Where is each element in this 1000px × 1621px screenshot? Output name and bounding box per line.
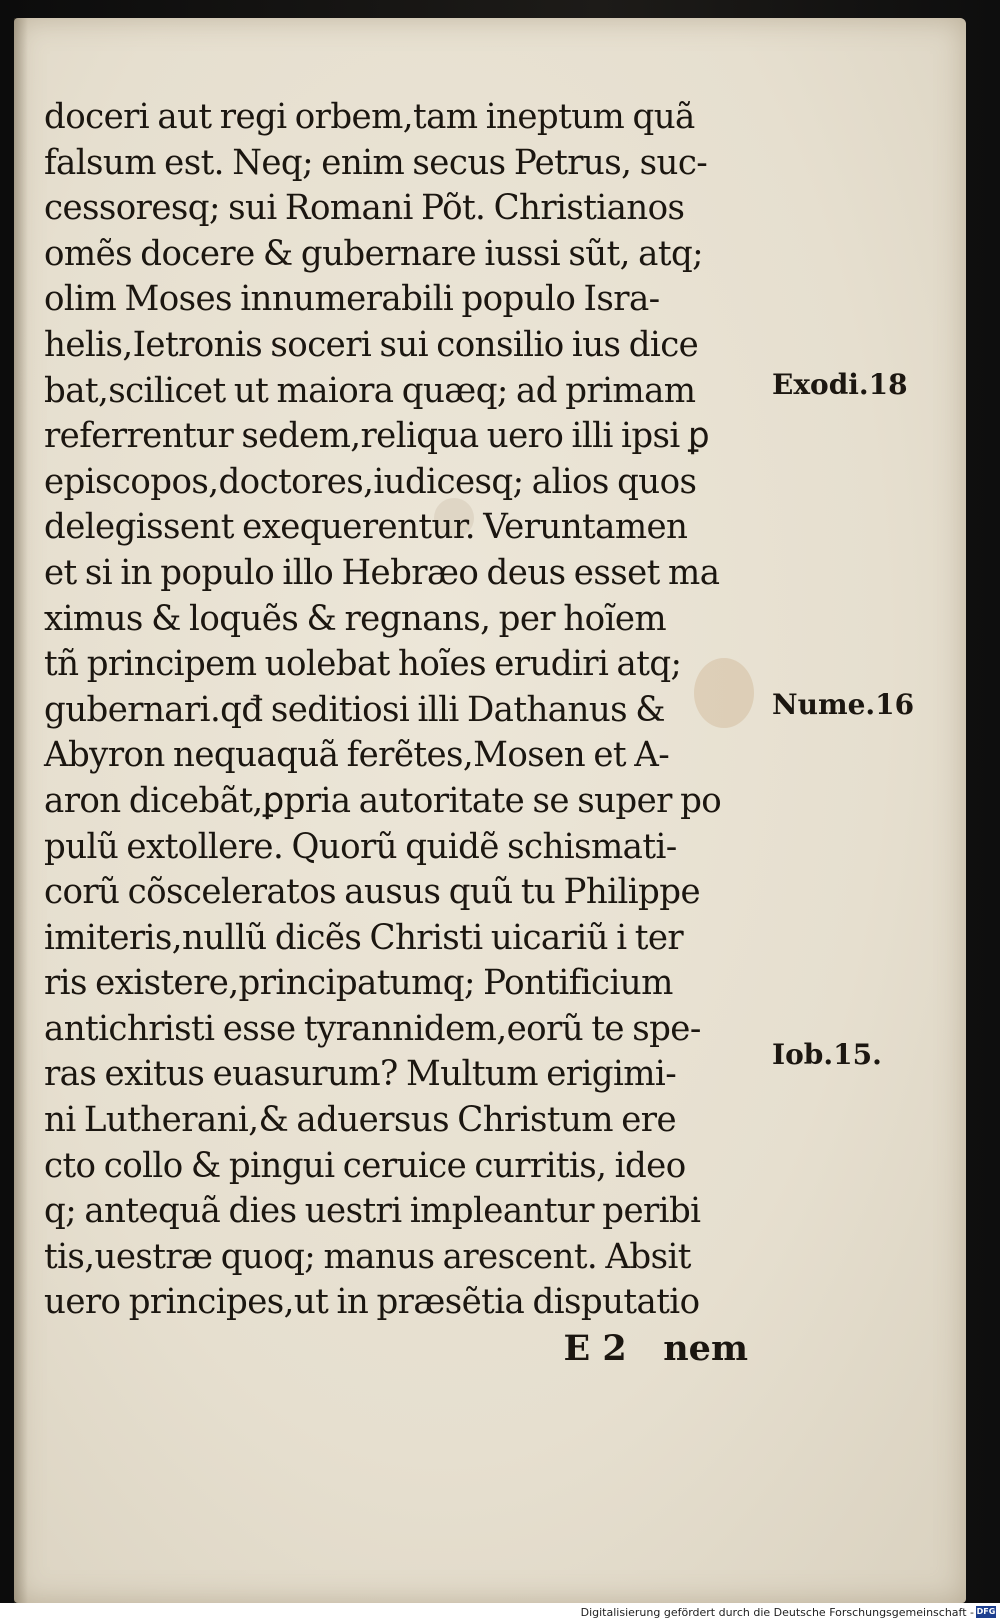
marginal-note-numbers: Nume.16 xyxy=(772,688,915,721)
digitization-footer xyxy=(0,1603,1000,1621)
text-line: helis,Ietronis soceri sui consilio ius dice xyxy=(44,324,699,365)
text-line: imiteris,nullũ dicẽs Christi uicariũ i ter xyxy=(44,917,684,958)
text-line: tñ principem uolebat hoĩes erudiri atq; xyxy=(44,644,682,685)
text-line: ras exitus euasurum? Multum erigimi- xyxy=(44,1054,677,1095)
text-line: et si in populo illo Hebræo deus esset ma xyxy=(44,552,720,593)
text-line: tis,uestræ quoq; manus arescent. Absit xyxy=(44,1236,691,1277)
text-line: gubernari.qđ seditiosi illi Dathanus & xyxy=(44,689,666,730)
text-line: q; antequã dies uestri impleantur peribi xyxy=(44,1191,701,1232)
text-line: omẽs docere & gubernare iussi sũt, atq; xyxy=(44,233,704,274)
text-line: antichristi esse tyrannidem,eorũ te spe- xyxy=(44,1008,701,1049)
main-text-block xyxy=(44,95,764,1372)
text-line: ni Lutherani,& aduersus Christum ere xyxy=(44,1100,677,1141)
text-line: aron dicebãt,ꝑpria autoritate se super po xyxy=(44,780,722,821)
text-line: pulũ extollere. Quorũ quidẽ schismati- xyxy=(44,826,677,867)
text-line: corũ cõsceleratos ausus quũ tu Philippe xyxy=(44,872,700,913)
text-line: olim Moses innumerabili populo Isra- xyxy=(44,279,660,320)
text-line: cto collo & pingui ceruice curritis, ideo xyxy=(44,1145,686,1186)
text-line: ris existere,principatumq; Pontificium xyxy=(44,963,673,1004)
text-line: falsum est. Neq; enim secus Petrus, suc- xyxy=(44,142,708,183)
page-gutter-shadow xyxy=(14,18,28,1603)
text-line: delegissent exequerentur. Veruntamen xyxy=(44,507,688,548)
dfg-logo: DFG xyxy=(976,1607,996,1616)
text-line: cessoresq; sui Romani Põt. Christianos xyxy=(44,188,685,229)
text-line: bat,scilicet ut maiora quæq; ad primam xyxy=(44,370,696,411)
text-line: ximus & loquẽs & regnans, per hoĩem xyxy=(44,598,667,639)
text-line: uero principes,ut in præsẽtia disputatio xyxy=(44,1282,700,1323)
marginal-note-exodus: Exodi.18 xyxy=(772,368,908,401)
footer-credit: Digitalisierung gefördert durch die Deutsche Forschungsgemeinschaft - xyxy=(580,1606,974,1619)
signature-catchword-line: E 2 nem xyxy=(563,1328,748,1370)
text-line: Abyron nequaquã ferẽtes,Mosen et A- xyxy=(44,735,670,776)
text-line: episcopos,doctores,iudicesq; alios quos xyxy=(44,461,697,502)
marginal-note-job: Iob.15. xyxy=(772,1038,882,1071)
text-line: referrentur sedem,reliqua uero illi ipsi ꝑ xyxy=(44,416,709,457)
text-line: doceri aut regi orbem,tam ineptum quã xyxy=(44,97,695,137)
